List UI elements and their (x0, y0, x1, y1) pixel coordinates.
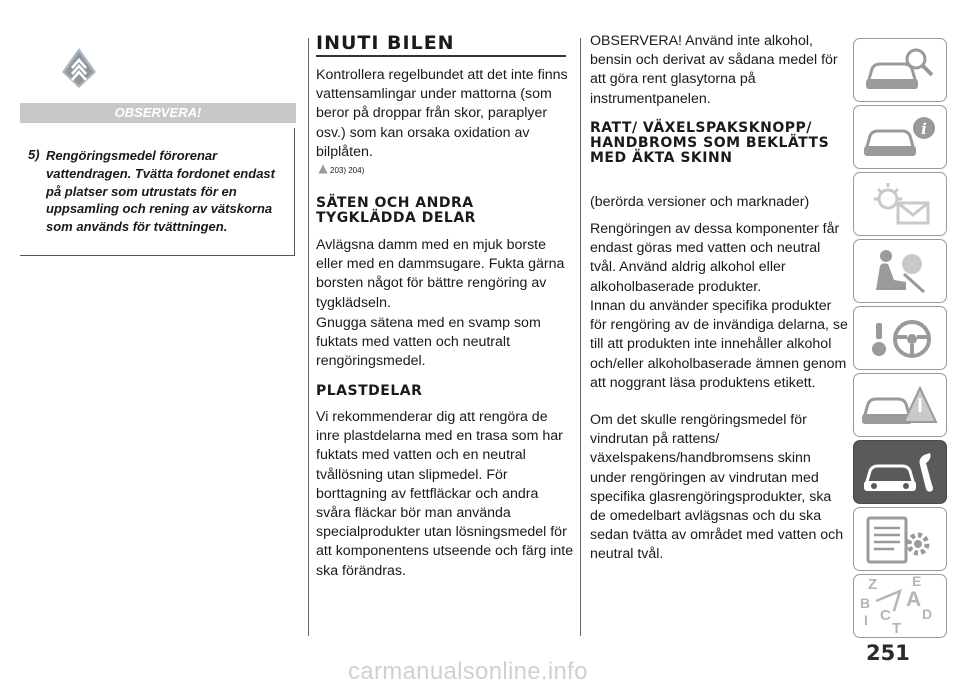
car-warning-triangle-icon (854, 374, 948, 438)
svg-text:i: i (921, 120, 927, 138)
plastic-paragraph: Vi rekommenderar dig att rengöra de inre plastdelarna med en trasa som har fuktats med vatten och en neutral tvållösning utan slipmedel. För borttagning av fettfläckar och andra svåra fläckar bör man använda specialprodukter utan lösningsmedel för att komponentens utseende och färg inte ska förändras. (316, 409, 574, 579)
column-divider (308, 38, 309, 636)
tab-car-inspection[interactable] (853, 38, 947, 102)
wheel-heading: RATT/ VÄXELSPAKSKNOPP/ HANDBROMS SOM BEKLÄTTS MED ÄKTA SKINN (590, 120, 830, 166)
index-letter: B (860, 595, 871, 611)
title-underline (316, 55, 566, 57)
steering-wheel-key-icon (854, 307, 948, 371)
note-number: 5) (28, 147, 40, 162)
car-info-icon (854, 106, 948, 170)
warning-icon (60, 46, 98, 90)
section-title: INUTI BILEN (316, 32, 455, 54)
tab-car-info[interactable] (853, 105, 947, 169)
index-letter: Z (868, 576, 878, 593)
tab-safety[interactable] (853, 239, 947, 303)
car-magnifier-icon (854, 39, 948, 103)
tab-technical-data[interactable] (853, 507, 947, 571)
seat-airbag-icon (854, 240, 948, 304)
tab-warning-lights[interactable] (853, 172, 947, 236)
index-letter: D (922, 606, 933, 622)
index-letter: I (864, 612, 868, 628)
products-paragraph: Innan du använder specifika produkter för rengöring av de invändiga delarna, se till att produkten inte innehåller alkohol och/eller alkoholbaserade ämnen genom att noggrant läsa produktens etikett. (590, 298, 848, 391)
index-letter: E (912, 575, 922, 589)
index-letter: A (906, 588, 922, 611)
versions-note: (berörda versioner och marknader) (590, 194, 810, 210)
plastic-heading: PLASTDELAR (316, 383, 423, 399)
observera-header: OBSERVERA! (20, 103, 296, 123)
windshield-paragraph: Om det skulle rengöringsmedel för vindrutan på rattens/ växelspakens/handbromsens skinn under rengöringen av vindrutan med specifika glasrengöringsprodukter, ska de omedelbart avlägsnas och du ska sedan tvätta av området med vatten och neutral tvål. (590, 412, 844, 563)
car-wrench-icon (854, 441, 948, 505)
tab-index[interactable] (853, 574, 947, 638)
column-divider (580, 38, 581, 636)
warning-ref-icon (318, 164, 328, 174)
index-letter: T (892, 620, 902, 637)
document-gear-icon (854, 508, 948, 572)
seats-paragraph-2: Gnugga sätena med en svamp som fuktats med vatten och neutralt rengöringsmedel. (316, 315, 541, 370)
watermark: carmanualsonline.info (348, 658, 588, 685)
tab-maintenance[interactable] (853, 440, 947, 504)
tab-emergency[interactable] (853, 373, 947, 437)
reference-numbers: 203) 204) (330, 166, 365, 175)
tab-starting-driving[interactable] (853, 306, 947, 370)
observera-paragraph: OBSERVERA! Använd inte alkohol, bensin och derivat av sådana medel för att göra rent glasytorna på instrumentpanelen. (590, 33, 838, 107)
index-letter: C (880, 607, 891, 624)
seats-paragraph-1: Avlägsna damm med en mjuk borste eller med en dammsugare. Fukta gärna borsten något för bättre rengöring av tygklädseln. (316, 237, 565, 311)
intro-paragraph: Kontrollera regelbundet att det inte finns vattensamlingar under mattorna (som beror på droppar från skor, paraplyer osv.) som kan orsaka oxidation av bilplåten. (316, 67, 568, 160)
alphabet-index-icon (854, 575, 948, 639)
warning-lights-envelope-icon (854, 173, 948, 237)
clean-paragraph: Rengöringen av dessa komponenter får endast göras med vatten och neutral tvål. Använd aldrig alkohol eller alkoholbaserade produkter. (590, 221, 840, 295)
note-text: Rengöringsmedel förorenar vattendragen. Tvätta fordonet endast på platser som utrustats för en uppsamling och rening av vätskorna som används för tvättningen. (46, 148, 275, 235)
page-number: 251 (866, 641, 910, 665)
seats-heading: SÄTEN OCH ANDRA TYGKLÄDDA DELAR (316, 195, 476, 226)
